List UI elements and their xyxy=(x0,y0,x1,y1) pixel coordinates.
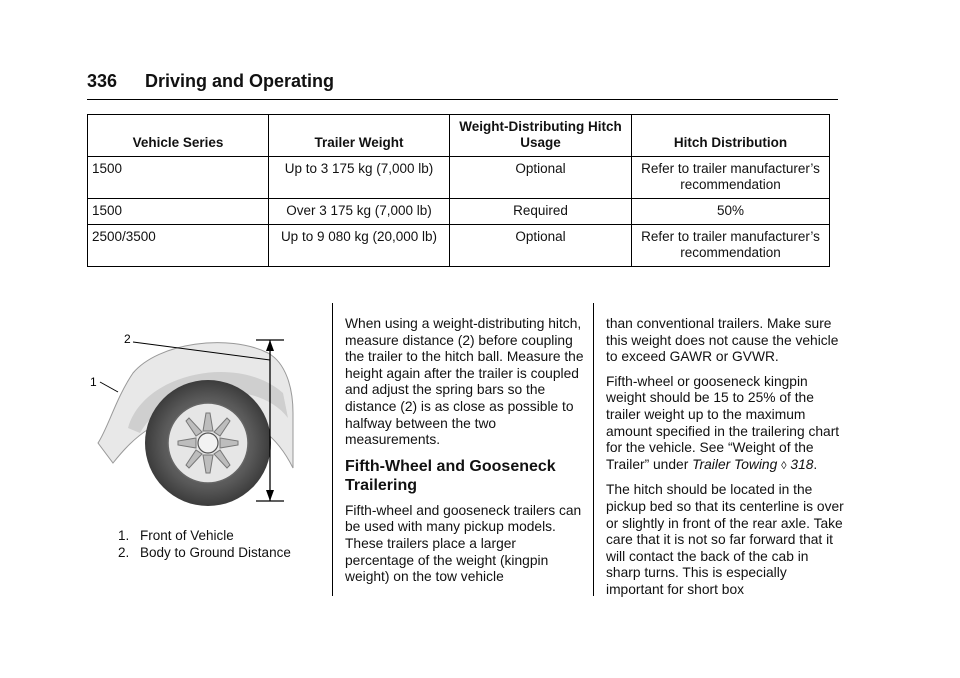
caption-number: 2. xyxy=(118,545,130,560)
table-cell: 1500 xyxy=(88,157,269,199)
right-column xyxy=(606,316,846,607)
column-divider-left xyxy=(332,303,333,596)
table-cell: Optional xyxy=(450,225,632,267)
leader-line-1 xyxy=(100,382,118,392)
section-title: Driving and Operating xyxy=(145,71,335,91)
caption-item xyxy=(118,544,291,561)
header-rule xyxy=(87,99,838,100)
hitch-usage-table xyxy=(87,114,830,267)
illustration-captions xyxy=(118,527,291,561)
body-paragraph: than conventional trailers. Make sure this weight does not cause the vehicle to exceed GAWR or GVWR. xyxy=(606,316,839,365)
table-cell: Up to 9 080 kg (20,000 lb) xyxy=(269,225,450,267)
column-header: Hitch Distribution xyxy=(632,115,830,157)
table-cell: 50% xyxy=(632,199,830,225)
table-header-row xyxy=(88,115,830,157)
table-row xyxy=(88,199,830,225)
page-header xyxy=(87,71,334,92)
body-paragraph: When using a weight-distributing hitch, measure distance (2) before coupling the trailer to the hitch ball. Measure the height again after the trailer is coupled and adjust the spring bars so the distance (2) is as close as possible to halfway between the two measurements. xyxy=(345,316,584,448)
page-reference-number[interactable]: 318 xyxy=(790,456,814,472)
column-header: Weight-Distributing Hitch Usage xyxy=(450,115,632,157)
table-cell: Up to 3 175 kg (7,000 lb) xyxy=(269,157,450,199)
page-reference-icon: ◊ xyxy=(781,459,787,472)
caption-text: Body to Ground Distance xyxy=(140,545,291,560)
table-cell: Over 3 175 kg (7,000 lb) xyxy=(269,199,450,225)
table-cell: Refer to trailer manufacturer’s recommendation xyxy=(632,225,830,267)
body-paragraph: Fifth-wheel and gooseneck trailers can be used with many pickup models. These trailers place a larger percentage of the weight (kingpin weight) on the tow vehicle xyxy=(345,502,582,585)
measure-arrow-down xyxy=(266,490,274,501)
callout-1: 1 xyxy=(90,375,97,389)
page-number: 336 xyxy=(87,71,118,91)
body-paragraph: The hitch should be located in the pickup bed so that its centerline is over or slightly in front of the rear axle. Take care that it is not so far forward that it will contact the back of the cab in sharp turns. This is especially important for short box xyxy=(606,482,844,597)
table-cell: 1500 xyxy=(88,199,269,225)
wheel-illustration xyxy=(88,318,312,510)
middle-column xyxy=(345,316,585,594)
caption-item xyxy=(118,527,291,544)
table-cell: Refer to trailer manufacturer’s recommendation xyxy=(632,157,830,199)
table-row xyxy=(88,157,830,199)
table-cell: 2500/3500 xyxy=(88,225,269,267)
table-cell: Required xyxy=(450,199,632,225)
column-header: Trailer Weight xyxy=(269,115,450,157)
paragraph-end: . xyxy=(813,456,818,472)
section-heading: Fifth-Wheel and Gooseneck Trailering xyxy=(345,457,556,494)
paragraph-text: Fifth-wheel or gooseneck kingpin weight should be 15 to 25% of the trailer weight up to the maximum amount specified in the trailering chart for the vehicle. See “Weight of the Trailer” under xyxy=(606,373,840,472)
caption-number: 1. xyxy=(118,528,130,543)
wheel-hub xyxy=(198,433,218,453)
column-divider-right xyxy=(593,303,594,596)
body-paragraph xyxy=(606,374,846,475)
table-cell: Optional xyxy=(450,157,632,199)
measure-arrow-up xyxy=(266,340,274,351)
callout-2: 2 xyxy=(124,332,131,346)
table-row xyxy=(88,225,830,267)
cross-reference-link[interactable]: Trailer Towing xyxy=(692,456,778,472)
caption-text: Front of Vehicle xyxy=(140,528,234,543)
column-header: Vehicle Series xyxy=(88,115,269,157)
